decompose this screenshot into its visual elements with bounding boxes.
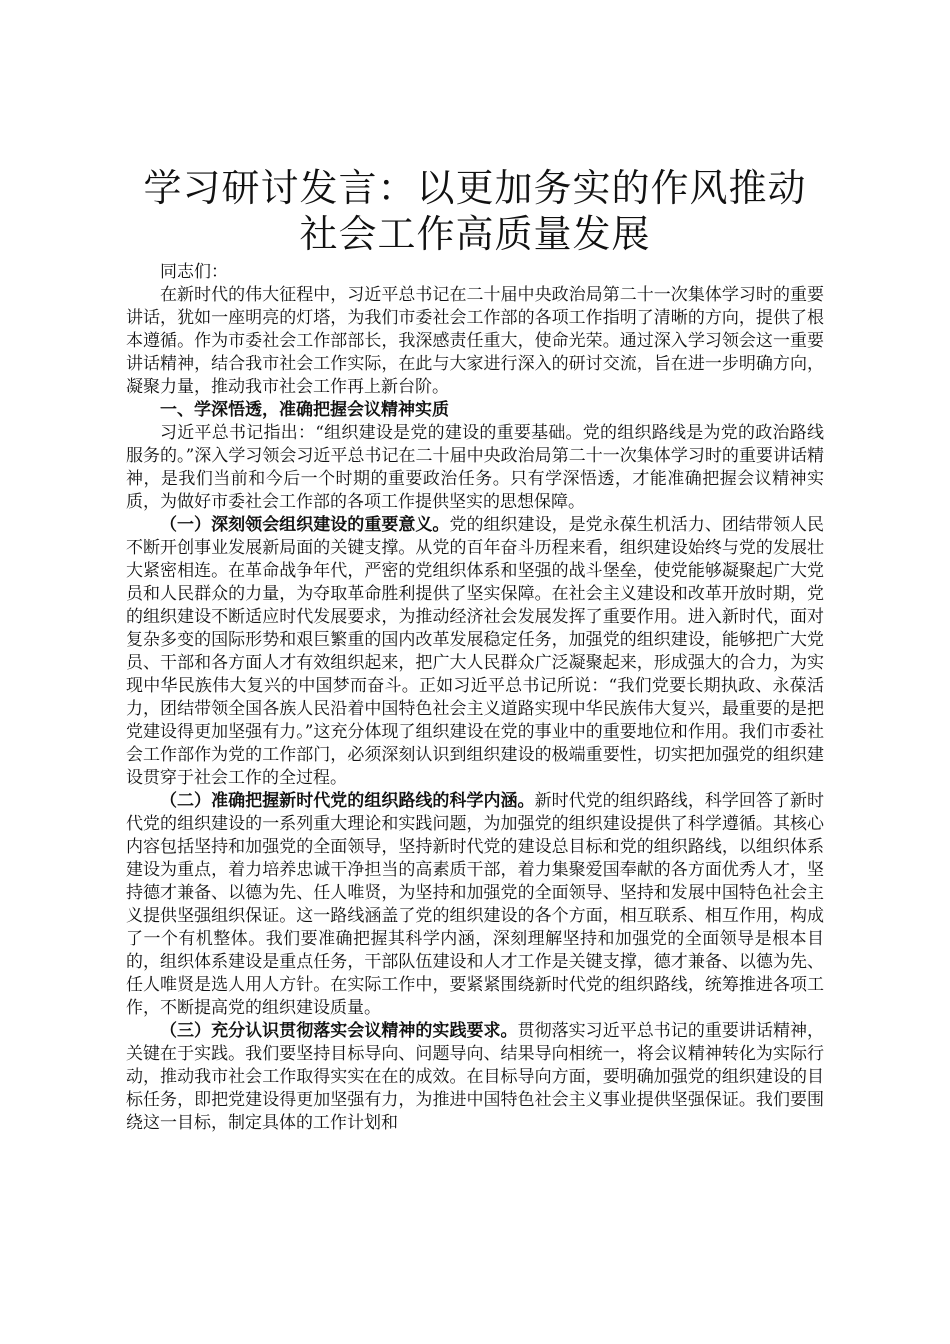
subsection-1-heading: （一）深刻领会组织建设的重要意义。 — [160, 515, 450, 535]
subsection-3 — [126, 1020, 824, 1135]
subsection-3-heading: （三）充分认识贯彻落实会议精神的实践要求。 — [160, 1021, 518, 1041]
subsection-2 — [126, 790, 824, 1020]
subsection-2-text: 新时代党的组织路线，科学回答了新时代党的组织建设的一系列重大理论和实践问题，为加强党的组织建设提供了科学遵循。其核心内容包括坚持和加强党的全面领导，坚持新时代党的建设总目标和党的组织路线，以组织体系建设为重点，着力培养忠诚干净担当的高素质干部，着力集聚爱国奉献的各方面优秀人才，坚持德才兼备、以德为先、任人唯贤，为坚持和加强党的全面领导、坚持和发展中国特色社会主义提供坚强组织保证。这一路线涵盖了党的组织建设的各个方面，相互联系、相互作用，构成了一个有机整体。我们要准确把握其科学内涵，深刻理解坚持和加强党的全面领导是根本目的，组织体系建设是重点任务，干部队伍建设和人才工作是关键支撑，德才兼备、以德为先、任人唯贤是选人用人方针。在实际工作中，要紧紧围绕新时代党的组织路线，统筹推进各项工作，不断提高党的组织建设质量。 — [126, 791, 824, 1018]
section-1-paragraph: 习近平总书记指出：“组织建设是党的建设的重要基础。党的组织路线是为党的政治路线服务的。”深入学习领会习近平总书记在二十届中央政治局第二十一次集体学习时的重要讲话精神，是我们当前和今后一个时期的重要政治任务。只有学深悟透，才能准确把握会议精神实质，为做好市委社会工作部的各项工作提供坚实的思想保障。 — [126, 423, 824, 512]
subsection-3-text: 贯彻落实习近平总书记的重要讲话精神，关键在于实践。我们要坚持目标导向、问题导向、结果导向相统一，将会议精神转化为实际行动，推动我市社会工作取得实实在在的成效。在目标导向方面，要明确加强党的组织建设的目标任务，即把党建设得更加坚强有力，为推进中国特色社会主义事业提供坚强保证。我们要围绕这一目标，制定具体的工作计划和 — [126, 1021, 825, 1133]
greeting: 同志们： — [160, 262, 228, 282]
document-title: 学习研讨发言：以更加务实的作风推动社会工作高质量发展 — [143, 166, 807, 256]
subsection-1 — [126, 514, 824, 790]
intro-paragraph: 在新时代的伟大征程中，习近平总书记在二十届中央政治局第二十一次集体学习时的重要讲话，犹如一座明亮的灯塔，为我们市委社会工作部的各项工作指明了清晰的方向，提供了根本遵循。作为市委社会工作部部长，我深感责任重大，使命光荣。通过深入学习领会这一重要讲话精神，结合我市社会工作实际，在此与大家进行深入的研讨交流，旨在进一步明确方向，凝聚力量，推动我市社会工作再上新台阶。 — [126, 285, 824, 397]
subsection-2-heading: （二）准确把握新时代党的组织路线的科学内涵。 — [160, 791, 535, 811]
section-heading-1: 一、学深悟透，准确把握会议精神实质 — [160, 400, 449, 420]
document-body — [126, 165, 824, 1135]
subsection-1-text: 党的组织建设，是党永葆生机活力、团结带领人民不断开创事业发展新局面的关键支撑。从党的百年奋斗历程来看，组织建设始终与党的发展壮大紧密相连。在革命战争年代，严密的党组织体系和坚强的战斗堡垒，使党能够凝聚起广大党员和人民群众的力量，为夺取革命胜利提供了坚实保障。在社会主义建设和改革开放时期，党的组织建设不断适应时代发展要求，为推动经济社会发展发挥了重要作用。进入新时代，面对复杂多变的国际形势和艰巨繁重的国内改革发展稳定任务，加强党的组织建设，能够把广大党员、干部和各方面人才有效组织起来，把广大人民群众广泛凝聚起来，形成强大的合力，为实现中华民族伟大复兴的中国梦而奋斗。正如习近平总书记所说：“我们党要长期执政、永葆活力，团结带领全国各族人民沿着中国特色社会主义道路实现中华民族伟大复兴，最重要的是把党建设得更加坚强有力。”这充分体现了组织建设在党的事业中的重要地位和作用。我们市委社会工作部作为党的工作部门，必须深刻认识到组织建设的极端重要性，切实把加强党的组织建设贯穿于社会工作的全过程。 — [126, 515, 825, 788]
